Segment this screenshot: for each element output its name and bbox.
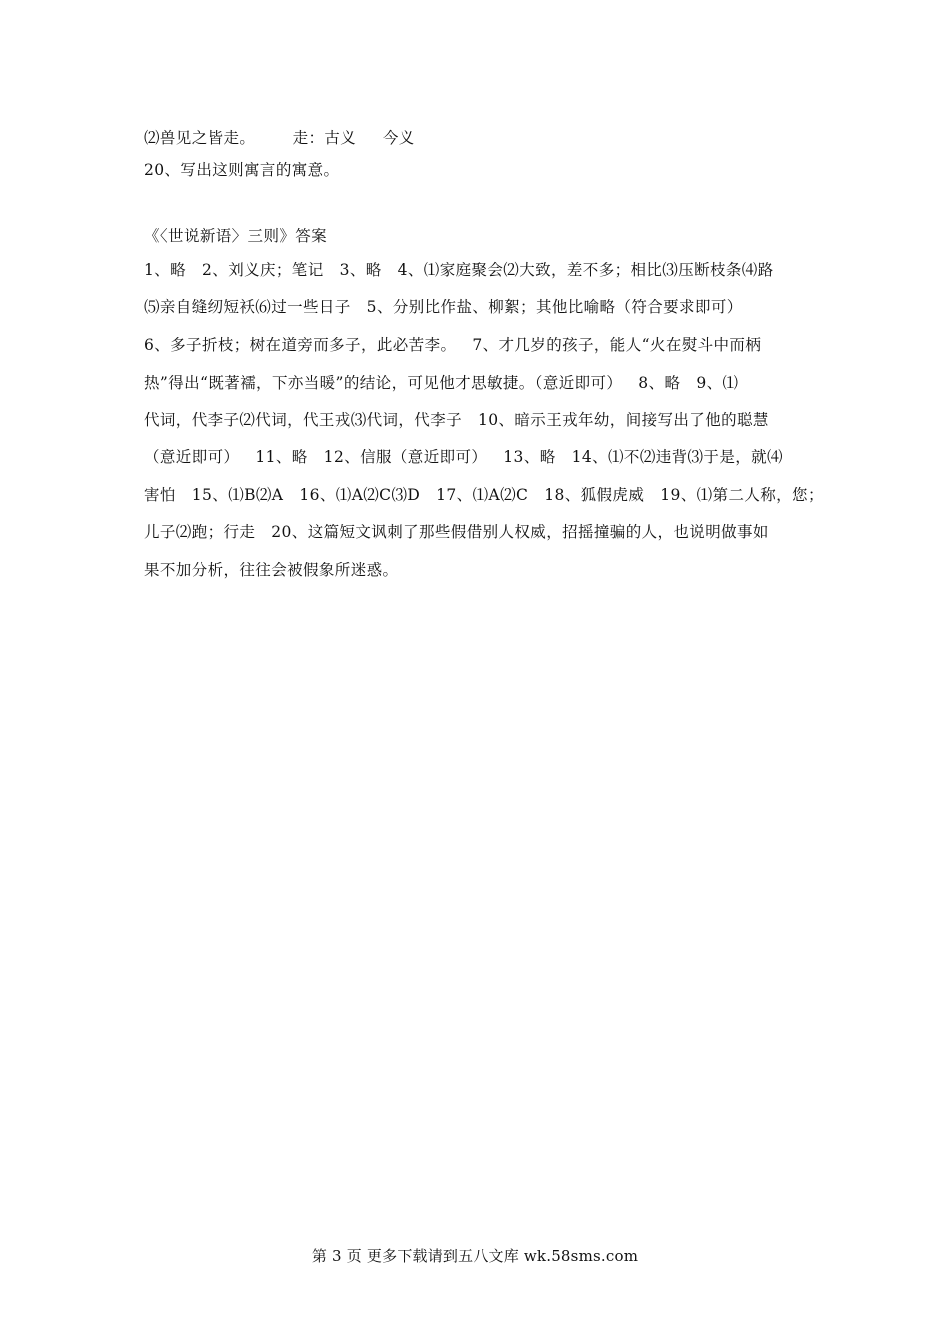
question-20: 20、写出这则寓言的寓意。: [144, 161, 340, 179]
answer-line: 儿子⑵跑；行走 20、这篇短文讽刺了那些假借别人权威，招摇撞骗的人，也说明做事如: [144, 523, 769, 541]
answer-line: 6、多子折枝；树在道旁而多子，此必苦李。 7、才几岁的孩子，能人“火在熨斗中而柄: [144, 336, 762, 354]
answer-line: ⑸亲自缝纫短袄⑹过一些日子 5、分别比作盐、柳絮；其他比喻略（符合要求即可）: [144, 298, 743, 316]
page-footer: 第 3 页 更多下载请到五八文库 wk.58sms.com: [311, 1247, 639, 1265]
answer-line: 热”得出“既著襦，下亦当暖”的结论，可见他才思敏捷。（意近即可） 8、略 9、⑴: [144, 374, 739, 392]
question-item-2: ⑵兽见之皆走。 走：古义 今义: [144, 129, 415, 147]
answer-line: 代词，代李子⑵代词，代王戎⑶代词，代李子 10、暗示王戎年幼，间接写出了他的聪慧: [144, 411, 769, 429]
answer-line: 害怕 15、⑴B⑵A 16、⑴A⑵C⑶D 17、⑴A⑵C 18、狐假虎威 19、⑴第二人称，您；: [144, 486, 824, 504]
answer-line: 果不加分析，往往会被假象所迷惑。: [144, 561, 399, 579]
answer-line: 1、略 2、刘义庆；笔记 3、略 4、⑴家庭聚会⑵大致，差不多；相比⑶压断枝条⑷路: [144, 261, 774, 279]
answer-line: （意近即可） 11、略 12、信服（意近即可） 13、略 14、⑴不⑵违背⑶于是，就⑷: [144, 448, 783, 466]
answer-heading: 《〈世说新语〉三则》答案: [144, 227, 328, 245]
